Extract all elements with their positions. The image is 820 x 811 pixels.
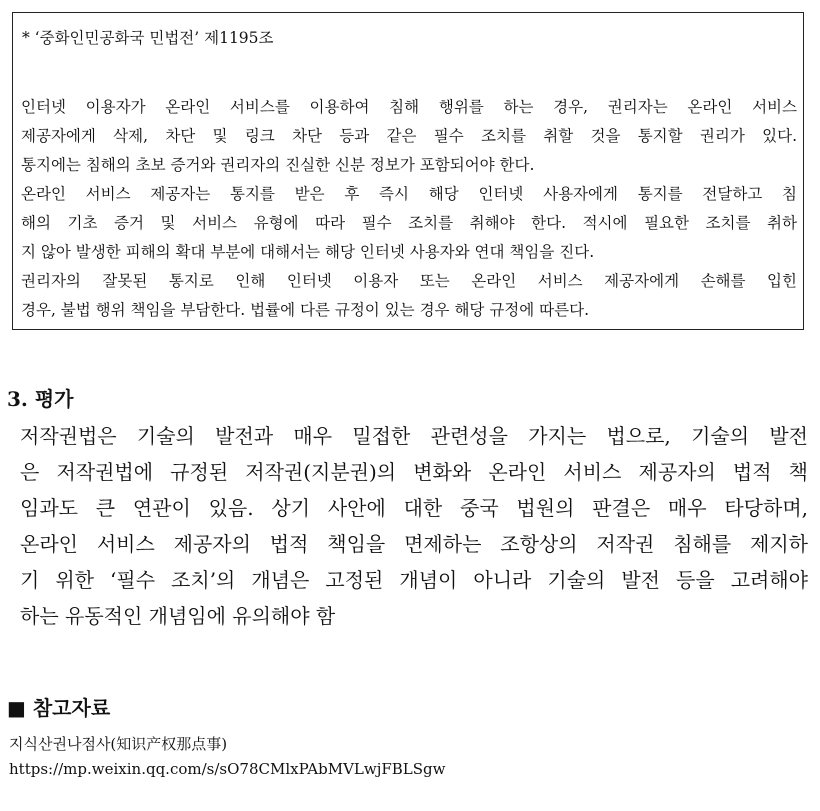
notice-line: 인터넷 이용자가 온라인 서비스를 이용하여 침해 행위를 하는 경우, 권리자는 온라인 서비스 <box>21 98 797 116</box>
evaluation-line: 기 위한 ‘필수 조치’의 개념은 고정된 개념이 아니라 기술의 발전 등을 고려해야 <box>20 568 808 592</box>
notice-line: 해의 기초 증거 및 서비스 유형에 따라 필수 조치를 취해야 한다. 적시에 필요한 조치를 취하 <box>21 214 797 232</box>
evaluation-line: 하는 유동적인 개념임에 유의해야 함 <box>20 604 336 628</box>
notice-line: 권리자의 잘못된 통지로 인해 인터넷 이용자 또는 온라인 서비스 제공자에게 손해를 입힌 <box>21 272 797 290</box>
notice-line: 지 않아 발생한 피해의 확대 부분에 대해서는 해당 인터넷 사용자와 연대 책임을 진다. <box>21 243 595 261</box>
evaluation-line: 은 저작권법에 규정된 저작권(지분권)의 변화와 온라인 서비스 제공자의 법적 책 <box>20 460 808 484</box>
evaluation-heading: 3. 평가 <box>7 387 74 411</box>
evaluation-line: 임과도 큰 연관이 있음. 상기 사안에 대한 중국 법원의 판결은 매우 타당하며, <box>20 496 808 520</box>
reference-source-url[interactable]: https://mp.weixin.qq.com/s/sO78CMlxPAbMVLwjFBLSgw <box>9 760 446 778</box>
notice-line: 제공자에게 삭제, 차단 및 링크 차단 등과 같은 필수 조치를 취할 것을 통지할 권리가 있다. <box>21 127 797 145</box>
evaluation-line: 저작권법은 기술의 발전과 매우 밀접한 관련성을 가지는 법으로, 기술의 발전 <box>20 424 808 448</box>
evaluation-line: 온라인 서비스 제공자의 법적 책임을 면제하는 조항상의 저작권 침해를 제지하 <box>20 532 808 556</box>
notice-box-title: * ‘중화인민공화국 민법전’ 제1195조 <box>22 29 274 47</box>
civil-code-notice-box <box>12 12 804 330</box>
notice-line: 온라인 서비스 제공자는 통지를 받은 후 즉시 해당 인터넷 사용자에게 통지를 전달하고 침 <box>21 185 797 203</box>
notice-line: 경우, 불법 행위 책임을 부담한다. 법률에 다른 규정이 있는 경우 해당 규정에 따른다. <box>21 301 590 319</box>
notice-line: 통지에는 침해의 초보 증거와 권리자의 진실한 신분 정보가 포함되어야 한다. <box>21 156 535 174</box>
reference-source-name: 지식산권나점사(知识产权那点事) <box>9 735 228 753</box>
references-heading: ■ 참고자료 <box>7 696 111 720</box>
